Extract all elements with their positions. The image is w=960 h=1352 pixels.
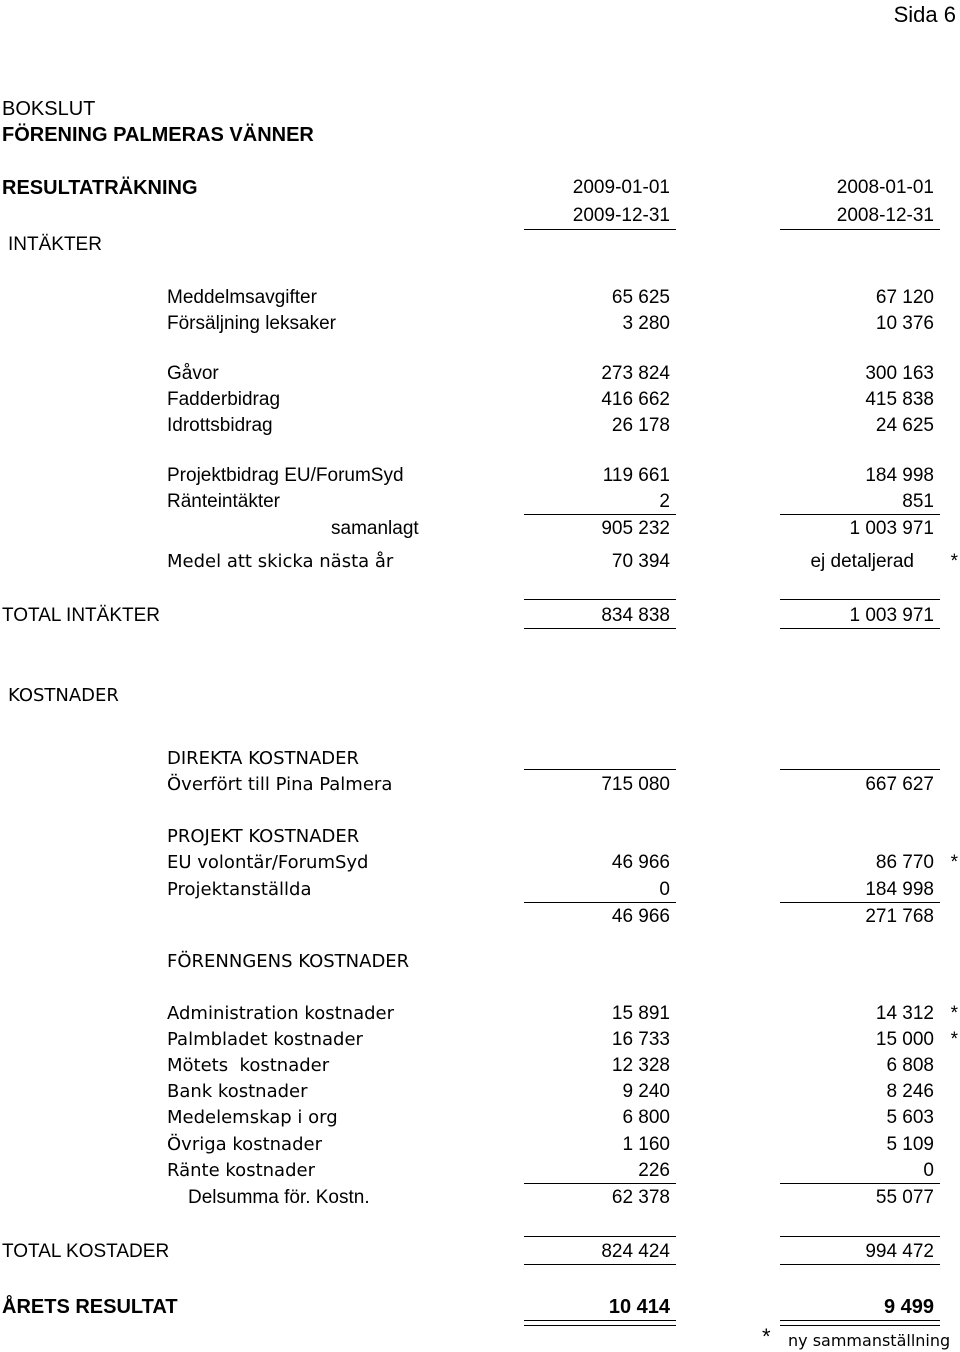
income-row-label: Projektbidrag EU/ForumSyd xyxy=(167,465,404,486)
income-row-2009: 26 178 xyxy=(611,415,670,436)
project-subtotal-2008: 271 768 xyxy=(865,906,934,927)
carry-over-label: Medel att skicka nästa år xyxy=(167,551,394,572)
income-row-2009: 119 661 xyxy=(602,465,670,486)
income-row-2008: 67 120 xyxy=(875,287,934,308)
income-subtotal-2009: 905 232 xyxy=(601,518,670,539)
total-costs-underline-2009 xyxy=(524,1264,676,1265)
income-row-label: Fadderbidrag xyxy=(167,389,281,410)
income-row-label: Gåvor xyxy=(167,363,219,384)
note-mark: * xyxy=(950,1003,958,1024)
result-double-line-2009-b xyxy=(524,1325,676,1326)
project-cost-2008: 184 998 xyxy=(865,879,934,900)
direct-costs-heading: DIREKTA KOSTNADER xyxy=(167,748,360,769)
project-cost-2008: 86 770 xyxy=(875,852,934,873)
report-title: RESULTATRÄKNING xyxy=(2,177,198,199)
income-subtotal-2008: 1 003 971 xyxy=(849,518,934,539)
project-cost-label: EU volontär/ForumSyd xyxy=(167,852,369,873)
association-subtotal-2009: 62 378 xyxy=(611,1187,670,1208)
association-subtotal-line-2009 xyxy=(524,1183,676,1184)
association-cost-label: Medelemskap i org xyxy=(167,1107,338,1128)
association-cost-2009: 6 800 xyxy=(622,1107,670,1128)
result-label: ÅRETS RESULTAT xyxy=(2,1296,178,1318)
income-row-2009: 273 824 xyxy=(601,363,670,384)
total-costs-line-2009 xyxy=(524,1236,676,1237)
doc-header-line2: FÖRENING PALMERAS VÄNNER xyxy=(2,124,314,146)
income-row-label: Meddelmsavgifter xyxy=(167,287,317,308)
association-cost-label: Administration kostnader xyxy=(167,1003,395,1024)
association-cost-2009: 16 733 xyxy=(611,1029,670,1050)
carry-over-2009: 70 394 xyxy=(611,551,670,572)
association-cost-2008: 15 000 xyxy=(875,1029,934,1050)
association-cost-2008: 5 603 xyxy=(886,1107,934,1128)
total-costs-line-2008 xyxy=(780,1236,940,1237)
header-underline-2008 xyxy=(780,229,940,230)
total-income-underline-2009 xyxy=(524,628,676,629)
total-costs-2008: 994 472 xyxy=(865,1241,934,1262)
direct-cost-2008: 667 627 xyxy=(865,774,934,795)
association-cost-2009: 15 891 xyxy=(611,1003,670,1024)
project-cost-2009: 0 xyxy=(659,879,670,900)
income-subtotal-line-2008 xyxy=(780,514,940,515)
footnote-mark: * xyxy=(762,1324,771,1349)
header-underline-2009 xyxy=(524,229,676,230)
total-income-2009: 834 838 xyxy=(601,605,670,626)
result-2008: 9 499 xyxy=(883,1296,934,1318)
total-income-label: TOTAL INTÄKTER xyxy=(2,605,161,626)
direct-cost-2009: 715 080 xyxy=(601,774,670,795)
direct-costs-line-2008 xyxy=(780,769,940,770)
result-2009: 10 414 xyxy=(608,1296,670,1318)
association-cost-label: Palmbladet kostnader xyxy=(167,1029,363,1050)
association-cost-2009: 226 xyxy=(638,1160,670,1181)
association-subtotal-2008: 55 077 xyxy=(875,1187,934,1208)
income-subtotal-label: samanlagt xyxy=(331,518,419,539)
income-row-2008: 10 376 xyxy=(875,313,934,334)
association-cost-2008: 5 109 xyxy=(886,1134,934,1155)
association-cost-label: Mötets kostnader xyxy=(167,1055,330,1076)
income-row-2008: 24 625 xyxy=(875,415,934,436)
page-number: Sida 6 xyxy=(893,2,956,27)
association-subtotal-line-2008 xyxy=(780,1183,940,1184)
result-double-line-2009-a xyxy=(524,1320,676,1321)
total-income-line-2009 xyxy=(524,599,676,600)
income-row-label: Försäljning leksaker xyxy=(167,313,336,334)
income-row-2009: 416 662 xyxy=(601,389,670,410)
income-row-2008: 415 838 xyxy=(865,389,934,410)
footnote-text: ny sammanställning xyxy=(788,1331,951,1350)
association-costs-heading: FÖRENNGENS KOSTNADER xyxy=(167,951,410,972)
association-cost-label: Övriga kostnader xyxy=(167,1134,322,1155)
project-subtotal-line-2009 xyxy=(524,902,676,903)
association-cost-2008: 8 246 xyxy=(886,1081,934,1102)
income-row-2008: 300 163 xyxy=(865,363,934,384)
income-row-2009: 65 625 xyxy=(611,287,670,308)
carry-over-2008: ej detaljerad xyxy=(810,551,914,572)
association-cost-2009: 1 160 xyxy=(622,1134,670,1155)
association-cost-label: Ränte kostnader xyxy=(167,1160,315,1181)
association-cost-2009: 9 240 xyxy=(622,1081,670,1102)
association-cost-label: Bank kostnader xyxy=(167,1081,308,1102)
note-mark: * xyxy=(950,852,958,873)
income-row-2008: 184 998 xyxy=(865,465,934,486)
association-cost-2009: 12 328 xyxy=(611,1055,670,1076)
income-row-2008: 851 xyxy=(902,491,934,512)
note-mark: * xyxy=(950,551,958,572)
income-subtotal-line-2009 xyxy=(524,514,676,515)
income-heading: INTÄKTER xyxy=(8,234,102,255)
period-2009-from: 2009-01-01 xyxy=(572,177,670,198)
period-2009-to: 2009-12-31 xyxy=(572,205,670,226)
association-cost-2008: 0 xyxy=(923,1160,934,1181)
result-double-line-2008-a xyxy=(780,1320,940,1321)
total-income-line-2008 xyxy=(780,599,940,600)
result-double-line-2008-b xyxy=(780,1325,940,1326)
income-row-2009: 3 280 xyxy=(622,313,670,334)
direct-cost-label: Överfört till Pina Palmera xyxy=(167,774,393,795)
direct-costs-line-2009 xyxy=(524,769,676,770)
total-income-underline-2008 xyxy=(780,628,940,629)
total-costs-underline-2008 xyxy=(780,1264,940,1265)
period-2008-from: 2008-01-01 xyxy=(836,177,934,198)
total-income-2008: 1 003 971 xyxy=(849,605,934,626)
period-2008-to: 2008-12-31 xyxy=(836,205,934,226)
project-subtotal-line-2008 xyxy=(780,902,940,903)
project-subtotal-2009: 46 966 xyxy=(611,906,670,927)
project-costs-heading: PROJEKT KOSTNADER xyxy=(167,826,360,847)
income-row-2009: 2 xyxy=(659,491,670,512)
costs-heading: KOSTNADER xyxy=(8,685,119,706)
association-cost-2008: 6 808 xyxy=(886,1055,934,1076)
project-cost-2009: 46 966 xyxy=(611,852,670,873)
total-costs-label: TOTAL KOSTADER xyxy=(2,1241,170,1262)
doc-header-line1: BOKSLUT xyxy=(2,98,96,120)
project-cost-label: Projektanställda xyxy=(167,879,312,900)
income-row-label: Ränteintäkter xyxy=(167,491,281,512)
note-mark: * xyxy=(950,1029,958,1050)
total-costs-2009: 824 424 xyxy=(601,1241,670,1262)
association-subtotal-label: Delsumma för. Kostn. xyxy=(188,1187,370,1208)
income-row-label: Idrottsbidrag xyxy=(167,415,273,436)
association-cost-2008: 14 312 xyxy=(875,1003,934,1024)
